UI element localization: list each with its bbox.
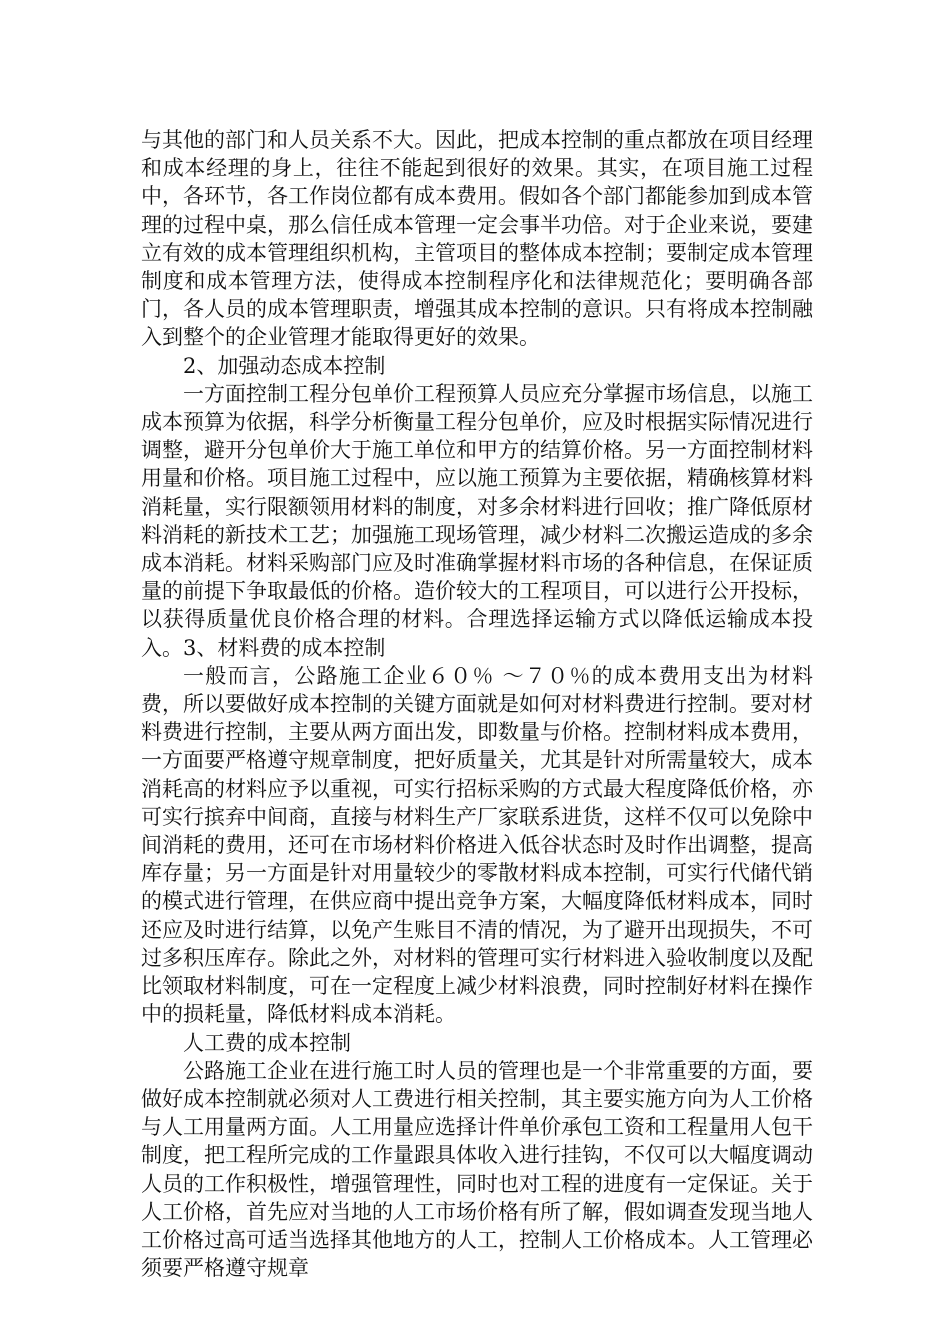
paragraph-continuation: 与其他的部门和人员关系不大。因此，把成本控制的重点都放在项目经理和成本经理的身上，往往不能起到很好的效果。其实，在项目施工过程中，各环节，各工作岗位都有成本费用。假如各个部门都能参加到成本管理的过程中桌，那么信任成本管理一定会事半功倍。对于企业来说，要建立有效的成本管理组织机构，主管项目的整体成本控制；要制定成本管理制度和成本管理方法，使得成本控制程序化和法律规范化；要明确各部门，各人员的成本管理职责，增强其成本控制的意识。只有将成本控制融入到整个的企业管理才能取得更好的效果。 (141, 128, 813, 350)
paragraph-dynamic-cost: 一方面控制工程分包单价工程预算人员应充分掌握市场信息，以施工成本预算为依据，科学分析衡量工程分包单价，应及时根据实际情况进行调整，避开分包单价大于施工单位和甲方的结算价格。另一方面控制材料用量和价格。项目施工过程中，应以施工预算为主要依据，精确核算材料消耗量，实行限额领用材料的制度，对多余材料进行回收；推广降低原材料消耗的新技术工艺；加强施工现场管理，减少材料二次搬运造成的多余成本消耗。材料采购部门应及时准确掌握材料市场的各种信息，在保证质量的前提下争取最低的价格。造价较大的工程项目，可以进行公开投标，以获得质量优良价格合理的材料。合理选择运输方式以降低运输成本投入。3、材料费的成本控制 (141, 381, 813, 660)
section-heading-dynamic-cost: 2、加强动态成本控制 (183, 353, 386, 378)
paragraph-labor-cost: 公路施工企业在进行施工时人员的管理也是一个非常重要的方面，要做好成本控制就必须对人工费进行相关控制，其主要实施方向为人工价格与人工用量两方面。人工用量应选择计件单价承包工资和工程量用人包干制度，把工程所完成的工作量跟具体收入进行挂钩，不仅可以大幅度调动人员的工作积极性，增强管理性，同时也对工程的进度有一定保证。关于人工价格，首先应对当地的人工市场价格有所了解，假如调查发现当地人工价格过高可适当选择其他地方的人工，控制人工价格成本。人工管理必须要严格遵守规章 (141, 1058, 813, 1281)
paragraph-material-cost: 一般而言，公路施工企业６０％ ～７０％的成本费用支出为材料费，所以要做好成本控制的关键方面就是如何对材料费进行控制。要对材料费进行控制，主要从两方面出发，即数量与价格。控制材料成本费用，一方面要严格遵守规章制度，把好质量关，尤其是针对所需量较大，成本消耗高的材料应予以重视，可实行招标采购的方式最大程度降低价格，亦可实行摈弃中间商，直接与材料生产厂家联系进货，这样不仅可以免除中间消耗的费用，还可在市场材料价格进入低谷状态时及时作出调整，提高库存量；另一方面是针对用量较少的零散材料成本控制，可实行代储代销的模式进行管理，在供应商中提出竞争方案，大幅度降低材料成本，同时还应及时进行结算，以免产生账目不清的情况，为了避开出现损失，不可过多积压库存。除此之外，对材料的管理可实行材料进入验收制度以及配比领取材料制度，可在一定程度上减少材料浪费，同时控制好材料在操作中的损耗量，降低材料成本消耗。 (141, 663, 813, 1027)
document-body (141, 126, 813, 1282)
section-heading-labor-cost: 人工费的成本控制 (183, 1030, 351, 1055)
